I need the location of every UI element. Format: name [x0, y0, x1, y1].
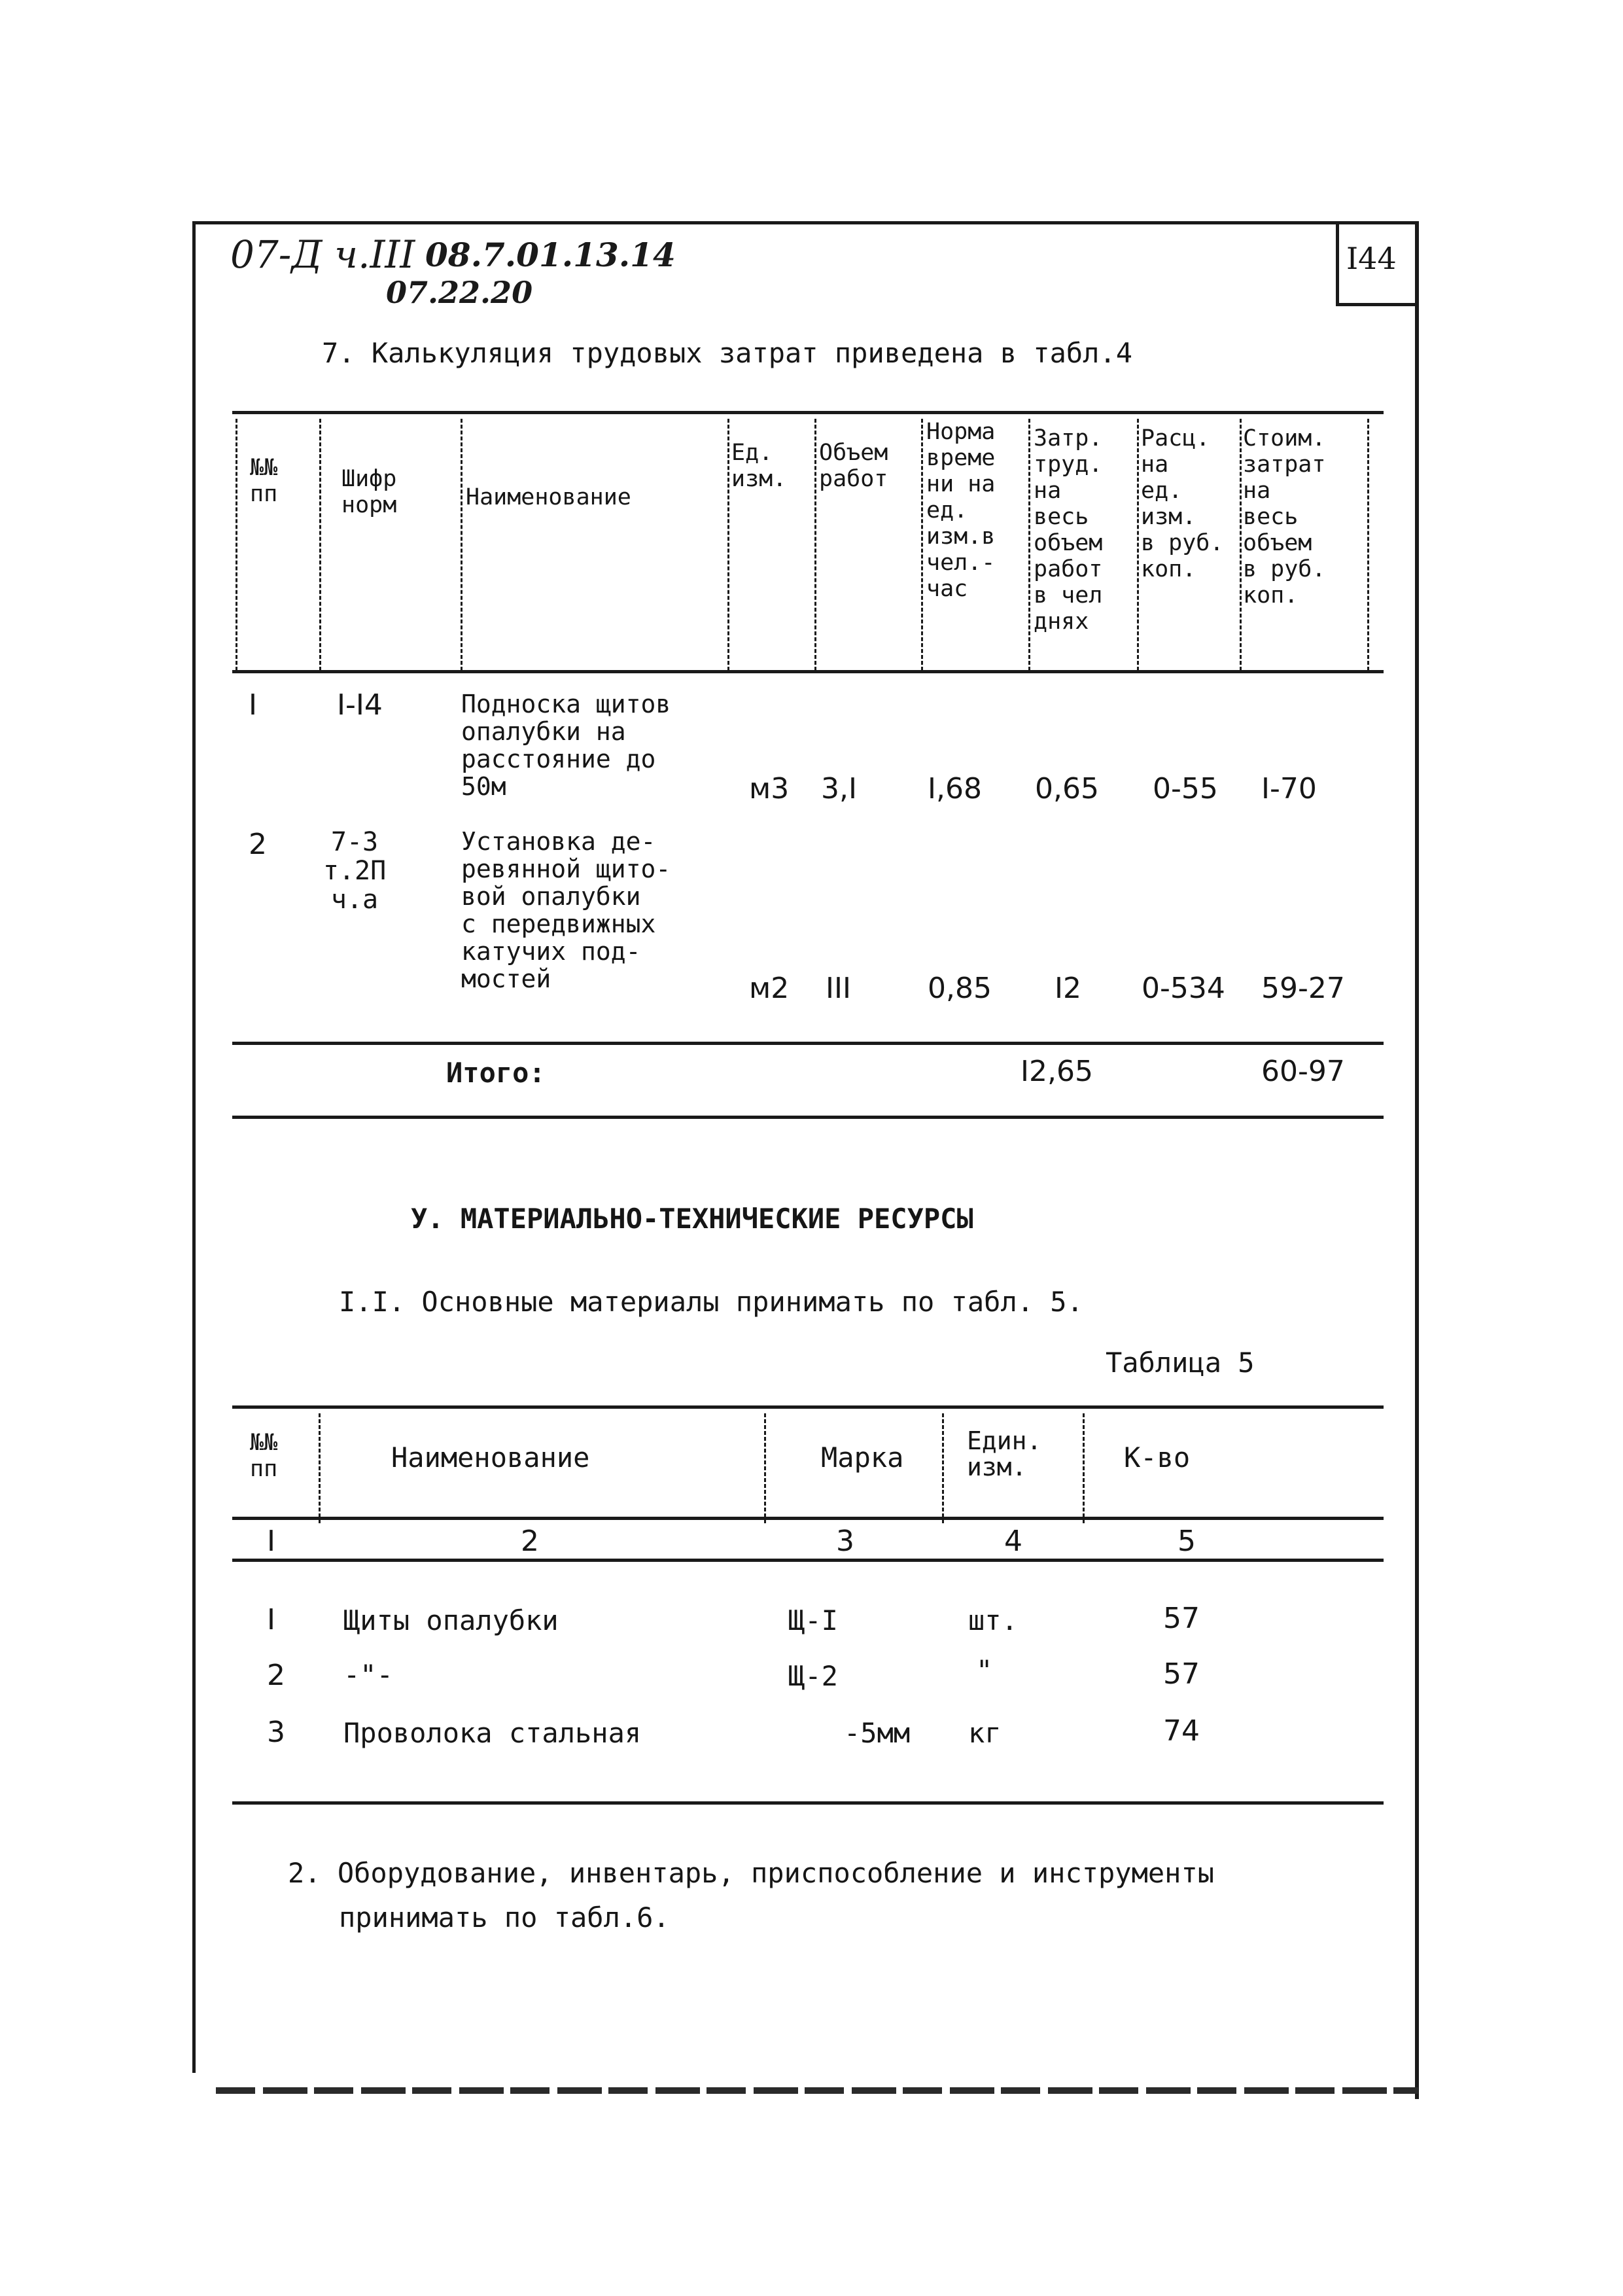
table5-row-unit: кг	[968, 1717, 1002, 1749]
table5-col-divider	[319, 1413, 321, 1523]
table4-row-code: I-I4	[337, 688, 383, 722]
table5-col-divider	[764, 1413, 766, 1523]
table4-total-labor: I2,65	[1021, 1055, 1093, 1088]
page-number: I44	[1346, 241, 1397, 276]
table4-col-divider	[236, 419, 237, 671]
table4-row-code: 7-3 т.2П ч.а	[323, 827, 387, 915]
table5-header-name: Наименование	[391, 1441, 590, 1474]
table4-row-norm: I,68	[928, 772, 982, 805]
table4-row-labor: 0,65	[1035, 772, 1099, 805]
table5-row-qty: 74	[1163, 1714, 1200, 1748]
document-code: 07-Д ч.III	[230, 232, 415, 277]
table5-header-rule	[232, 1517, 1384, 1520]
table4-col-divider	[1367, 419, 1369, 671]
table5-row-qty: 57	[1163, 1657, 1200, 1691]
table4-header-norm: Норма време ни на ед. изм.в чел.- час	[926, 419, 996, 602]
table4-row-unit: м3	[749, 772, 790, 805]
table5-row-unit: "	[976, 1654, 993, 1686]
table4-row-rate: 0-534	[1142, 972, 1225, 1005]
table5-col-divider	[942, 1413, 944, 1523]
table4-header-labor: Затр. труд. на весь объем работ в чел днях	[1034, 425, 1103, 635]
table4-header-code: Шифр норм	[341, 466, 397, 518]
table5-row-name: Проволока стальная	[343, 1717, 642, 1749]
table5-bottom-rule	[232, 1801, 1384, 1805]
table5-caption: Таблица 5	[1106, 1347, 1255, 1379]
table4-row-norm: 0,85	[928, 972, 992, 1005]
table5-header-number: №№ пп	[250, 1430, 278, 1482]
table4-col-divider	[814, 419, 816, 671]
table5-row-unit: шт.	[968, 1604, 1018, 1636]
table5-top-rule	[232, 1405, 1384, 1409]
table4-row-cost: I-70	[1261, 772, 1317, 805]
document-code-sub: 07.22.20	[386, 275, 533, 310]
table4-header-rate: Расц. на ед. изм. в руб. коп.	[1141, 425, 1224, 582]
table5-header-mark: Марка	[821, 1441, 904, 1474]
table4-row-volume: 3,I	[821, 772, 857, 805]
table4-col-divider	[461, 419, 462, 671]
table4-row-number: 2	[249, 828, 267, 861]
page-frame-left	[192, 221, 196, 2073]
page-frame-right	[1415, 221, 1419, 2099]
page-frame-top	[192, 221, 1418, 224]
table4-top-rule	[232, 411, 1384, 414]
table4-total-rule	[232, 1042, 1384, 1045]
table4-col-divider	[727, 419, 729, 671]
table4-row-name: Установка де- ревянной щито- вой опалубки с передвижных катучих под- мостей	[461, 827, 671, 993]
table4-header-rule	[232, 670, 1384, 673]
table4-col-divider	[1137, 419, 1139, 671]
table5-row-qty: 57	[1163, 1602, 1200, 1635]
table5-colnum-2: 2	[521, 1525, 539, 1558]
document-code-right: 08.7.01.13.14	[425, 236, 676, 274]
section-v-title: У. МАТЕРИАЛЬНО-ТЕХНИЧЕСКИЕ РЕСУРСЫ	[411, 1203, 973, 1235]
table5-row-name: Щиты опалубки	[343, 1604, 559, 1636]
table4-header-cost: Стоим. затрат на весь объем в руб. коп.	[1243, 425, 1326, 609]
table5-colnum-5: 5	[1178, 1525, 1196, 1558]
page-frame-bottom	[216, 2087, 1418, 2094]
table5-row-mark: Щ-I	[788, 1604, 838, 1636]
table4-header-volume: Объем работ	[819, 440, 888, 492]
table4-col-divider	[319, 419, 321, 671]
table4-total-label: Итого:	[446, 1057, 546, 1089]
table4-header-unit: Ед. изм.	[731, 440, 787, 492]
table4-row-cost: 59-27	[1261, 972, 1345, 1005]
table5-colnum-1: I	[267, 1525, 275, 1558]
table5-header-unit: Един. изм.	[967, 1426, 1042, 1481]
paragraph-2-line-1: 2. Оборудование, инвентарь, приспособление и инструменты	[288, 1857, 1215, 1889]
table5-row-mark: Щ-2	[788, 1660, 838, 1692]
table5-col-divider	[1083, 1413, 1085, 1523]
table4-row-number: I	[249, 688, 257, 722]
table4-header-number: №№ пп	[250, 455, 278, 507]
table4-col-divider	[1240, 419, 1242, 671]
table5-row-name: -"-	[343, 1659, 393, 1691]
table5-colnum-3: 3	[836, 1525, 854, 1558]
table4-row-unit: м2	[749, 972, 790, 1005]
table5-header-qty: К-во	[1124, 1441, 1191, 1474]
table4-col-divider	[921, 419, 923, 671]
table4-col-divider	[1028, 419, 1030, 671]
table5-row-number: 2	[267, 1659, 285, 1692]
section-7-text: 7. Калькуляция трудовых затрат приведена в табл.4	[322, 337, 1133, 369]
table4-header-name: Наименование	[466, 484, 631, 510]
table5-row-mark: -5мм	[844, 1717, 911, 1749]
table5-row-number: I	[267, 1603, 275, 1636]
table5-colnum-4: 4	[1004, 1525, 1022, 1558]
table4-bottom-rule	[232, 1116, 1384, 1119]
table4-row-rate: 0-55	[1153, 772, 1218, 805]
table4-row-name: Подноска щитов опалубки на расстояние до 50м	[461, 690, 671, 801]
table5-colnum-rule	[232, 1559, 1384, 1562]
table4-row-labor: I2	[1055, 972, 1081, 1005]
paragraph-2-line-2: принимать по табл.6.	[339, 1901, 670, 1934]
table5-row-number: 3	[267, 1716, 285, 1749]
table4-total-cost: 60-97	[1261, 1055, 1345, 1088]
table4-row-volume: III	[826, 972, 851, 1005]
paragraph-1-1: I.I. Основные материалы принимать по табл. 5.	[339, 1286, 1083, 1318]
